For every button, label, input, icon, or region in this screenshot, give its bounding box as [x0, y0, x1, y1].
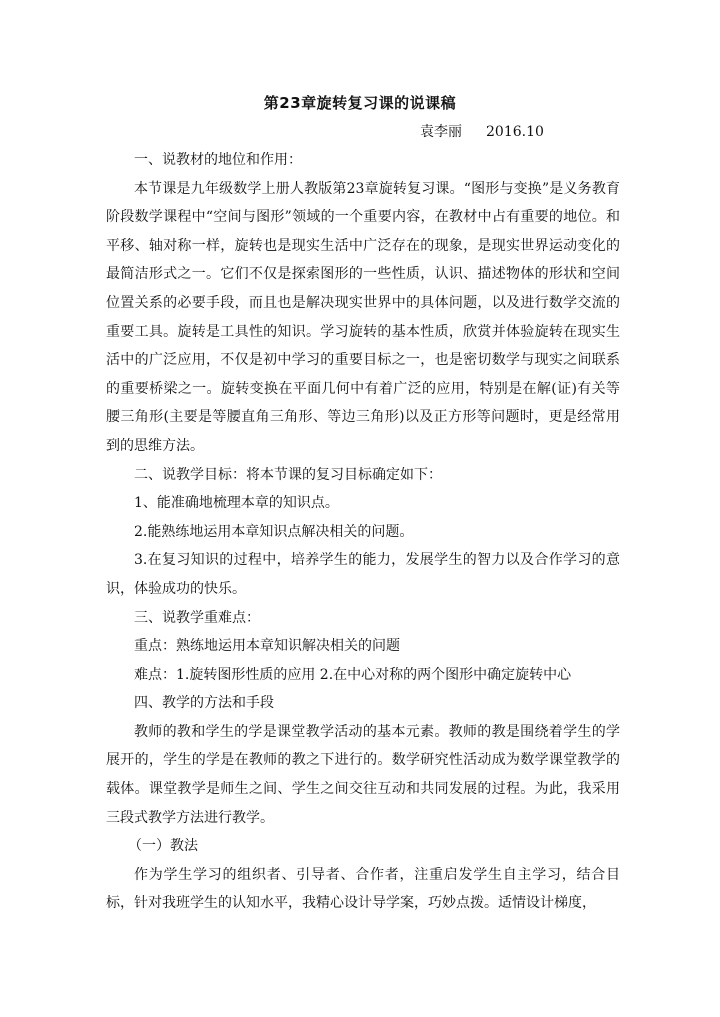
- difficult-point: 难点：1.旋转图形性质的应用 2.在中心对称的两个图形中确定旋转中心: [134, 666, 572, 683]
- paragraph-teaching-methods: 教师的教和学生的学是课堂教学活动的基本元素。教师的教是围绕着学生的学展开的，学生的学是在教师的教之下进行的。数学研究性活动成为数学课堂教学的载体。课堂教学是师生之间、学生之间交往互动和共同发展的过程。为此，我采用三段式教学方法进行教学。: [106, 723, 620, 826]
- goal-item-1: 1、能准确地梳理本章的知识点。: [134, 495, 339, 512]
- paragraph-textbook-role: 本节课是九年级数学上册人教版第23章旋转复习课。“图形与变换”是义务教育阶段数学课程中“空间与图形”领域的一个重要内容，在教材中占有重要的地位。和平移、轴对称一样，旋转也是现实生活中广泛存在的现象，是现实世界运动变化的最简洁形式之一。它们不仅是探索图形的一些性质，认识、描述物体的形状和空间位置关系的必要手段，而且也是解决现实世界中的具体问题，以及进行数学交流的重要工具。旋转是工具性的知识。学习旋转的基本性质，欣赏并体验旋转在现实生活中的广泛应用，不仅是初中学习的重要目标之一，也是密切数学与现实之间联系的重要桥梁之一。旋转变换在平面几何中有着广泛的应用，特别是在解(证)有关等腰三角形(主要是等腰直角三角形、等边三角形)以及正方形等问题时，更是经常用到的思维方法。: [106, 180, 620, 454]
- subsection-heading-teaching: （一）教法: [128, 838, 198, 855]
- section-heading-2: 二、说教学目标：将本节课的复习目标确定如下：: [134, 466, 442, 483]
- goal-item-3: 3.在复习知识的过程中，培养学生的能力，发展学生的智力以及合作学习的意识，体验成功的快乐。: [106, 552, 620, 597]
- author-name: 袁李丽: [420, 124, 462, 140]
- paragraph-teaching-approach: 作为学生学习的组织者、引导者、合作者，注重启发学生自主学习，结合目标，针对我班学生的认知水平，我精心设计导学案，巧妙点拨。适情设计梯度，: [106, 866, 620, 912]
- section-heading-3: 三、说教学重难点：: [134, 609, 260, 626]
- document-body: [106, 146, 620, 918]
- document-date: 2016.10: [486, 124, 544, 140]
- document-title: 第23章旋转复习课的说课稿: [263, 94, 457, 112]
- goal-item-2: 2.能熟练地运用本章知识点解决相关的问题。: [134, 523, 414, 540]
- key-point: 重点：熟练地运用本章知识解决相关的问题: [134, 638, 400, 655]
- section-heading-1: 一、说教材的地位和作用：: [134, 152, 302, 168]
- author-line: [420, 121, 544, 141]
- section-heading-4: 四、教学的方法和手段: [134, 695, 274, 712]
